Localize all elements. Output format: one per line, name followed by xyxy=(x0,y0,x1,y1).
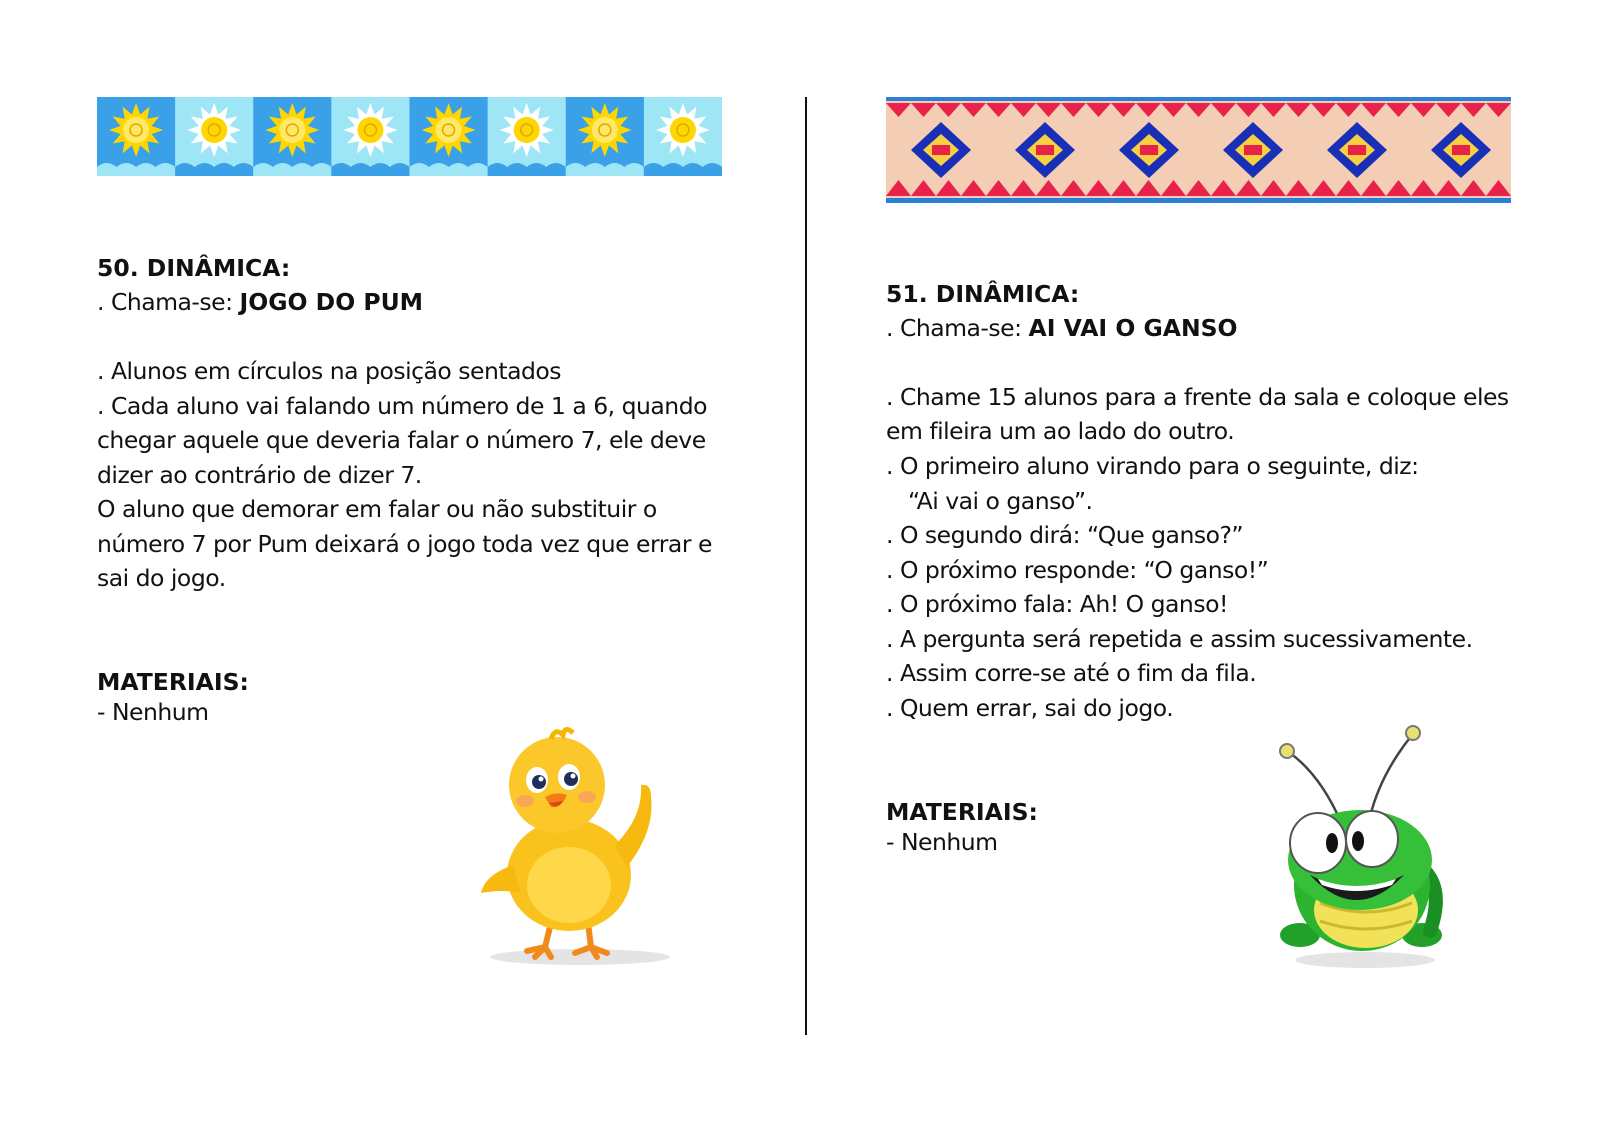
sun-tile xyxy=(566,97,645,176)
page-divider xyxy=(805,97,807,1035)
sun-tile xyxy=(97,97,176,176)
sun-tile xyxy=(253,97,332,176)
sun-tile xyxy=(410,97,489,176)
left-materials-value: - Nenhum xyxy=(97,698,209,726)
left-body-line: chegar aquele que deveria falar o número 7, ele deve xyxy=(97,426,706,454)
bug-illustration xyxy=(1270,725,1450,975)
left-activity-name: JOGO DO PUM xyxy=(239,288,424,316)
left-body-line: número 7 por Pum deixará o jogo toda vez que errar e xyxy=(97,530,712,558)
rug-diamond-center xyxy=(1244,145,1262,155)
right-body-line: . O próximo responde: “O ganso!” xyxy=(886,556,1269,584)
right-name-prefix: . Chama-se: xyxy=(886,314,1029,342)
left-body-line: O aluno que demorar em falar ou não substituir o xyxy=(97,495,657,523)
rug-diamond-center xyxy=(1452,145,1470,155)
right-body-line: . Chame 15 alunos para a frente da sala e coloque eles xyxy=(886,383,1509,411)
sun-tile xyxy=(331,97,410,176)
rug-diamond-center xyxy=(1140,145,1158,155)
left-activity-name-line xyxy=(97,285,423,320)
right-body-line: . O segundo dirá: “Que ganso?” xyxy=(886,521,1244,549)
right-activity-name: AI VAI O GANSO xyxy=(1028,314,1238,342)
right-body-line: . Assim corre-se até o fim da fila. xyxy=(886,659,1257,687)
chick-illustration xyxy=(465,725,695,975)
left-body-line: dizer ao contrário de dizer 7. xyxy=(97,461,422,489)
right-body-line: . Quem errar, sai do jogo. xyxy=(886,694,1174,722)
right-materials-value: - Nenhum xyxy=(886,828,998,856)
right-activity-heading: 51. DINÂMICA: xyxy=(886,280,1080,308)
sun-tile xyxy=(644,97,722,176)
rug-diamond-center xyxy=(1348,145,1366,155)
left-body-line: . Alunos em círculos na posição sentados xyxy=(97,357,562,385)
right-body-line: . O próximo fala: Ah! O ganso! xyxy=(886,590,1228,618)
right-body-line: . A pergunta será repetida e assim sucessivamente. xyxy=(886,625,1473,653)
sun-tile xyxy=(488,97,567,176)
left-name-prefix: . Chama-se: xyxy=(97,288,240,316)
left-body-line: sai do jogo. xyxy=(97,564,226,592)
right-body-line: em fileira um ao lado do outro. xyxy=(886,417,1235,445)
right-body-quote: “Ai vai o ganso”. xyxy=(908,487,1093,515)
right-body-line: . O primeiro aluno virando para o seguinte, diz: xyxy=(886,452,1419,480)
left-activity-heading: 50. DINÂMICA: xyxy=(97,254,291,282)
rug-diamond-center xyxy=(1036,145,1054,155)
right-body-line xyxy=(886,484,1093,519)
sun-border-banner xyxy=(97,97,722,176)
geometric-border-banner xyxy=(886,97,1511,203)
left-materials-heading: MATERIAIS: xyxy=(97,668,249,696)
left-body-line: . Cada aluno vai falando um número de 1 a 6, quando xyxy=(97,392,707,420)
rug-diamond-center xyxy=(932,145,950,155)
sun-tile xyxy=(175,97,254,176)
right-materials-heading: MATERIAIS: xyxy=(886,798,1038,826)
right-activity-name-line xyxy=(886,311,1238,346)
